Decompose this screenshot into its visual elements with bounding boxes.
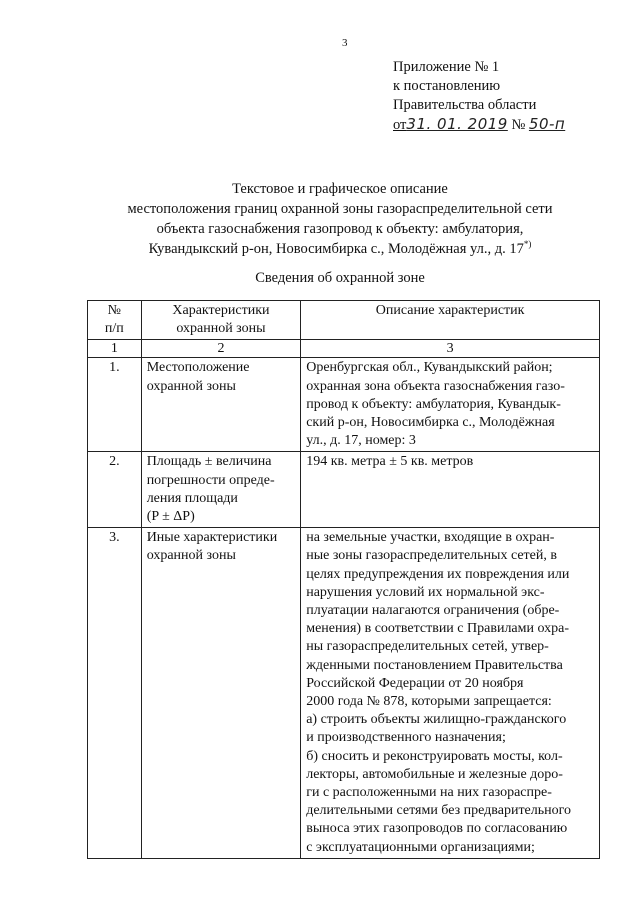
- appendix-line-2: к постановлению: [393, 78, 501, 94]
- page-number: 3: [342, 37, 348, 49]
- row-characteristic: Местоположение охранной зоны: [141, 358, 301, 452]
- title-line-1: Текстовое и графическое описание: [232, 181, 448, 197]
- row-characteristic: Площадь ± величина погрешности опреде- ления площади (P ± ΔP): [141, 452, 301, 528]
- appendix-line-1: Приложение № 1: [393, 59, 500, 75]
- table-row: [88, 452, 600, 528]
- row-description: Оренбургская обл., Кувандыкский район; охранная зона объекта газоснабжения газо- провод к объекту: амбулатория, Кувандык- ский р-он, Новосимбирка с., Молодёжная ул., д. 17, номер: 3: [301, 358, 600, 452]
- date-prefix: от: [393, 117, 407, 133]
- table-row: [88, 358, 600, 452]
- title-line-2: местоположения границ охранной зоны газораспределительной сети: [127, 201, 553, 217]
- footnote-mark: *): [523, 239, 532, 250]
- column-number: 2: [141, 340, 301, 358]
- title-line-4-text: Кувандыкский р-он, Новосимбирка с., Молодёжная ул., д. 17: [148, 241, 524, 257]
- row-number: 1.: [88, 358, 142, 452]
- section-subtitle: Сведения об охранной зоне: [255, 270, 425, 286]
- table-header-row: [88, 301, 600, 340]
- appendix-line-3: Правительства области: [393, 97, 537, 113]
- protection-zone-table: [87, 300, 600, 859]
- row-characteristic: Иные характеристики охранной зоны: [141, 528, 301, 859]
- header-description: Описание характеристик: [301, 301, 600, 340]
- column-number: 1: [88, 340, 142, 358]
- handwritten-date: 31. 01. 2019: [406, 115, 508, 133]
- number-prefix: №: [511, 117, 526, 133]
- column-number: 3: [301, 340, 600, 358]
- header-number: № п/п: [88, 301, 142, 340]
- row-number: 3.: [88, 528, 142, 859]
- table-row: [88, 528, 600, 859]
- document-title: [60, 179, 620, 259]
- row-description: 194 кв. метра ± 5 кв. метров: [301, 452, 600, 528]
- appendix-block: [393, 58, 565, 135]
- row-description: на земельные участки, входящие в охран- ные зоны газораспределительных сетей, в целях предупреждения их повреждения или нарушения условий их нормальной экс- плуатации налагаются ограничения (обре- менения) в соответствии с Правилами охра- ны газораспределительных сетей, утвер- жденными постановлением Правительства Российской Федерации от 20 ноября 2000 года № 878, которыми запрещается: а) строить объекты жилищно-гражданского и производственного назначения; б) сносить и реконструировать мосты, кол- лекторы, автомобильные и железные доро- ги с расположенными на них газораспре- делительными сетями без предварительного выноса этих газопроводов по согласованию с эксплуатационными организациями;: [301, 528, 600, 859]
- title-line-3: объекта газоснабжения газопровод к объекту: амбулатория,: [156, 221, 524, 237]
- title-line-4: [60, 239, 620, 259]
- handwritten-number: 50-п: [528, 115, 566, 133]
- column-number-row: [88, 340, 600, 358]
- row-number: 2.: [88, 452, 142, 528]
- appendix-date-line: [393, 115, 565, 135]
- header-characteristics: Характеристики охранной зоны: [141, 301, 301, 340]
